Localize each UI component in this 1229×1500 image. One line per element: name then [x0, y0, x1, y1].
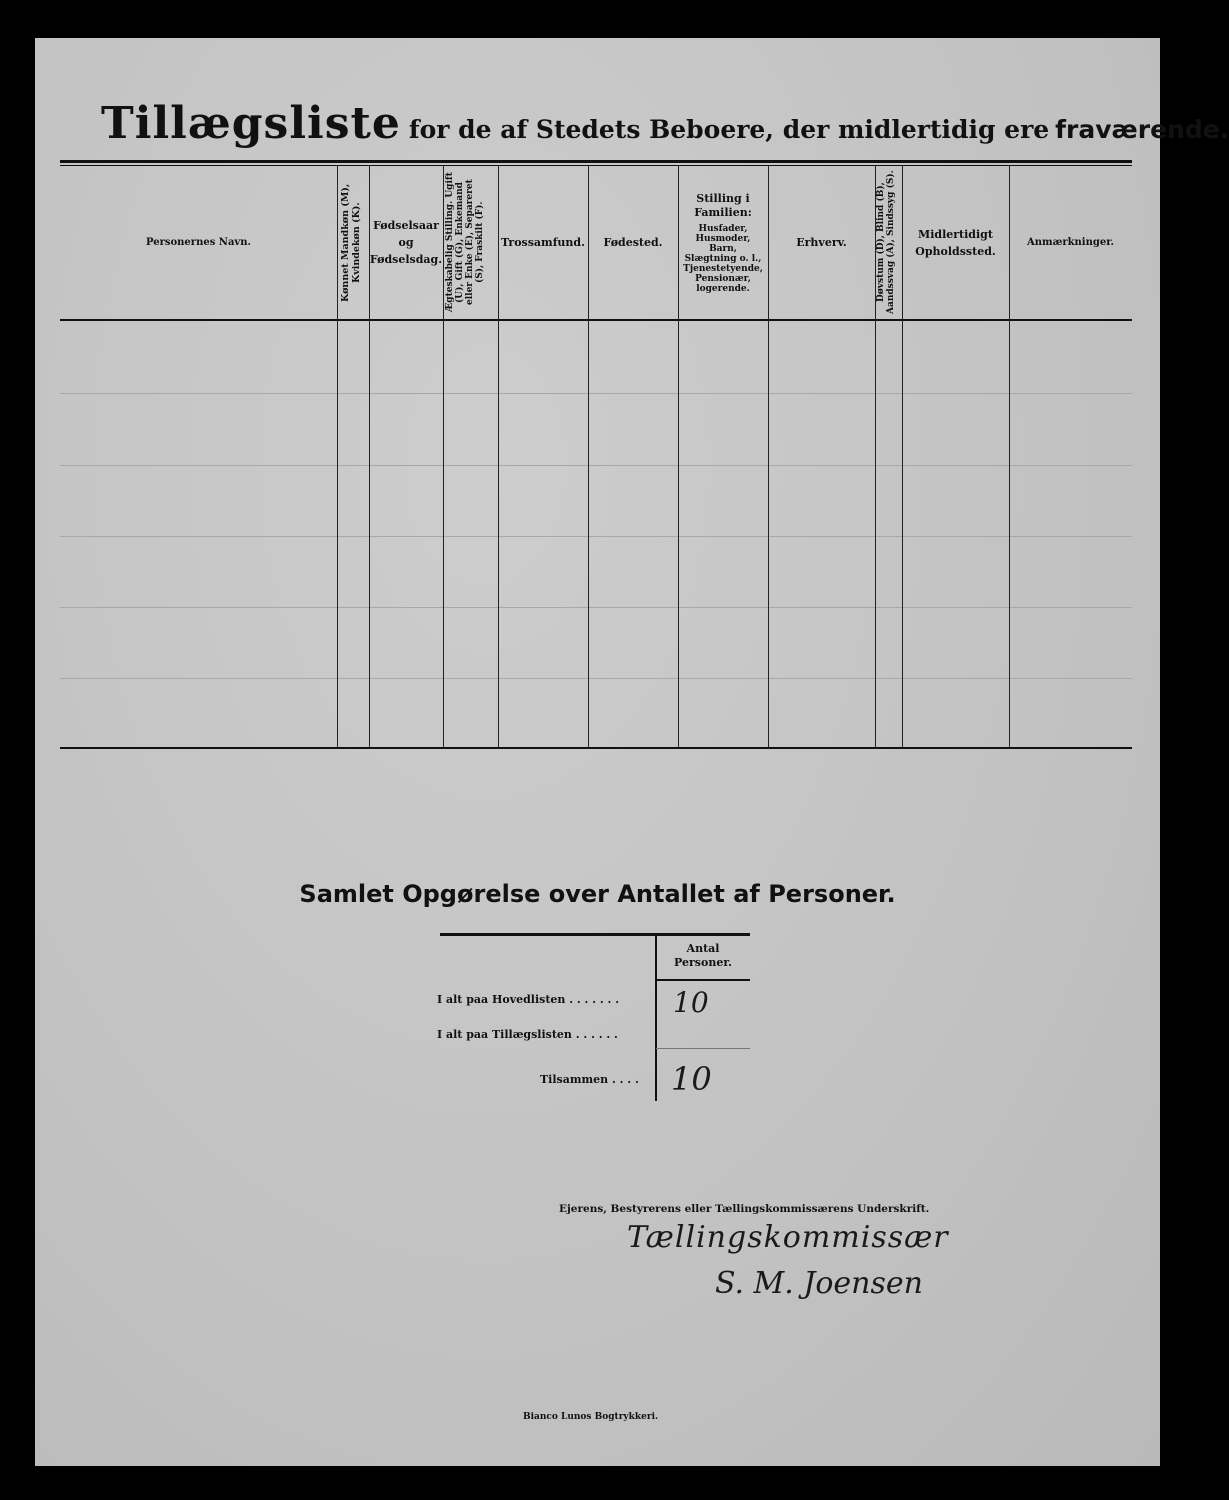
table-row: [60, 536, 1132, 537]
column-divider: [337, 166, 338, 747]
summary-count-header-line2: Personer.: [674, 956, 732, 969]
signature-caption: Ejerens, Bestyrerens eller Tællingskommissærens Underskrift.: [559, 1203, 930, 1215]
summary-count-header: [657, 942, 749, 970]
form-title: [101, 98, 1229, 149]
header-family: [678, 166, 768, 319]
title-main: Tillægsliste: [101, 98, 401, 149]
column-divider: [443, 166, 444, 747]
header-marital: Ægteskabelig Stilling. Ugift (U), Gift (G), Enkemand eller Enke (E), Separeret (S), Fraskilt (F).: [445, 172, 485, 313]
title-subtitle: for de af Stedets Beboere, der midlertidig ere: [408, 115, 1050, 144]
summary-title: Samlet Opgørelse over Antallet af Personer.: [299, 880, 896, 908]
header-occupation: Erhverv.: [796, 236, 847, 249]
signature-title-handwritten: Tællingskommissær: [627, 1220, 949, 1255]
header-religion: Trossamfund.: [501, 236, 585, 249]
header-birthplace: Fødested.: [603, 236, 663, 249]
header-birth-line3: Fødselsdag.: [369, 253, 443, 266]
table-row: [60, 393, 1132, 394]
header-name: Personernes Navn.: [145, 237, 251, 248]
header-disability: Døvstum (D), Blind (B), Aandssvag (A), Sindssyg (S).: [876, 170, 896, 315]
summary-row-total-label: Tilsammen . . . .: [540, 1073, 639, 1086]
table-top-rule: [60, 160, 1132, 163]
summary-row-main-list-label: I alt paa Hovedlisten . . . . . . .: [437, 993, 620, 1006]
header-residence-line2: Opholdssted.: [915, 244, 996, 258]
signature-name-handwritten: S. M. Joensen: [715, 1266, 923, 1301]
table-row: [60, 678, 1132, 679]
table-row: [60, 465, 1132, 466]
header-birth-line1: Fødselsaar: [373, 219, 439, 232]
header-birth: [369, 166, 443, 319]
summary-row-main-list-value: 10: [673, 986, 709, 1019]
summary-row-supplement-label: I alt paa Tillægslisten . . . . . .: [437, 1028, 618, 1041]
header-family-line3: Husfader, Husmoder, Barn, Slægtning o. l., Tjenestetyende, Pensionær, logerende.: [683, 223, 763, 294]
printer-imprint: Bianco Lunos Bogtrykkeri.: [523, 1412, 659, 1422]
summary-subtotal-rule: [656, 1048, 750, 1049]
header-remarks: Anmærkninger.: [1026, 237, 1115, 248]
summary-count-header-line1: Antal: [686, 942, 720, 955]
header-residence: [902, 166, 1009, 319]
summary-top-rule: [440, 933, 750, 936]
header-family-line1: Stilling i: [696, 191, 750, 205]
header-residence-line1: Midlertidigt: [918, 227, 993, 241]
summary-header-rule: [656, 979, 750, 981]
census-form-page: [35, 38, 1229, 1466]
table-header-rule: [60, 319, 1132, 321]
title-emphasis: fraværende.: [1055, 115, 1229, 144]
table-bottom-rule: [60, 747, 1132, 749]
header-family-line2: Familien:: [694, 205, 752, 219]
summary-row-total-value: 10: [671, 1060, 712, 1098]
header-birth-line2: og: [398, 236, 414, 249]
header-gender: Kønnet Mandkøn (M), Kvindekøn (K).: [340, 183, 362, 302]
table-row: [60, 607, 1132, 608]
